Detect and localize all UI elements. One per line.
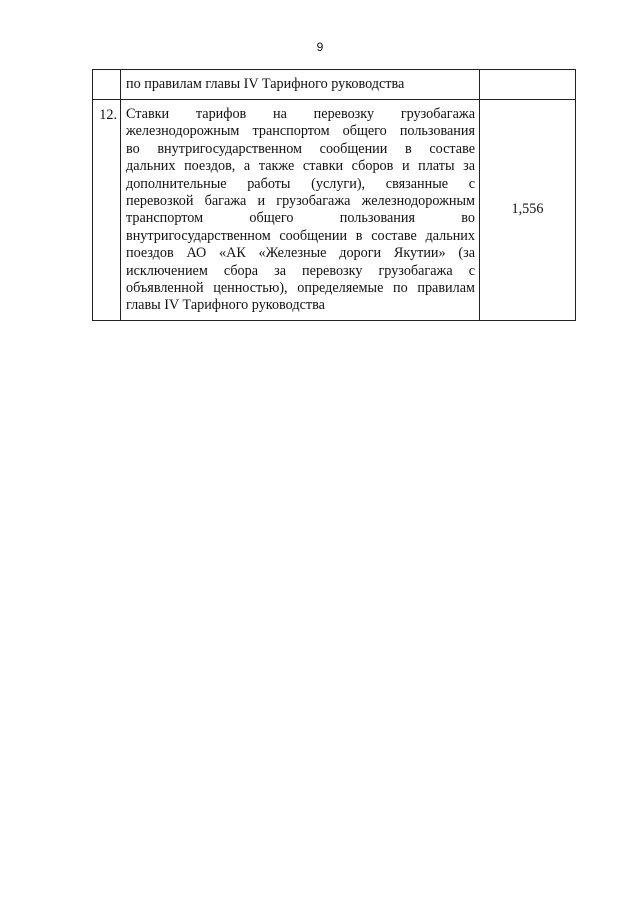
tariff-table [92, 69, 576, 321]
table-row-12 [93, 100, 576, 321]
description-line: объявленной ценностью), определяемые по правилам [126, 280, 475, 297]
description-line: дополнительные работы (услуги), связанные с [126, 175, 475, 192]
description-line: железнодорожным транспортом общего пользования [126, 123, 475, 140]
row-number-cell [93, 70, 121, 100]
description-line: поездов АО «АК «Железные дороги Якутии» (за [126, 245, 475, 262]
table-row-continuation [93, 70, 576, 100]
row-description-cell: по правилам главы IV Тарифного руководства [121, 70, 480, 100]
row-description-cell [121, 100, 480, 321]
row-value-cell [480, 70, 576, 100]
tariff-index-value: 1,556 [480, 100, 576, 321]
page-number: 9 [316, 40, 324, 54]
description-line: дальних поездов, а также ставки сборов и платы за [126, 158, 475, 175]
description-line: главы IV Тарифного руководства [126, 297, 325, 314]
description-line: Ставки тарифов на перевозку грузобагажа [126, 106, 475, 122]
description-line: во внутригосударственном сообщении в составе [126, 140, 475, 157]
row-number-cell: 12. [93, 100, 121, 321]
description-line: исключением сбора за перевозку грузобагажа с [126, 262, 475, 279]
description-line: внутригосударственном сообщении в составе дальних [126, 227, 475, 244]
description-line: транспортом общего пользования во [126, 210, 475, 227]
description-line: перевозкой багажа и грузобагажа железнодорожным [126, 193, 475, 210]
